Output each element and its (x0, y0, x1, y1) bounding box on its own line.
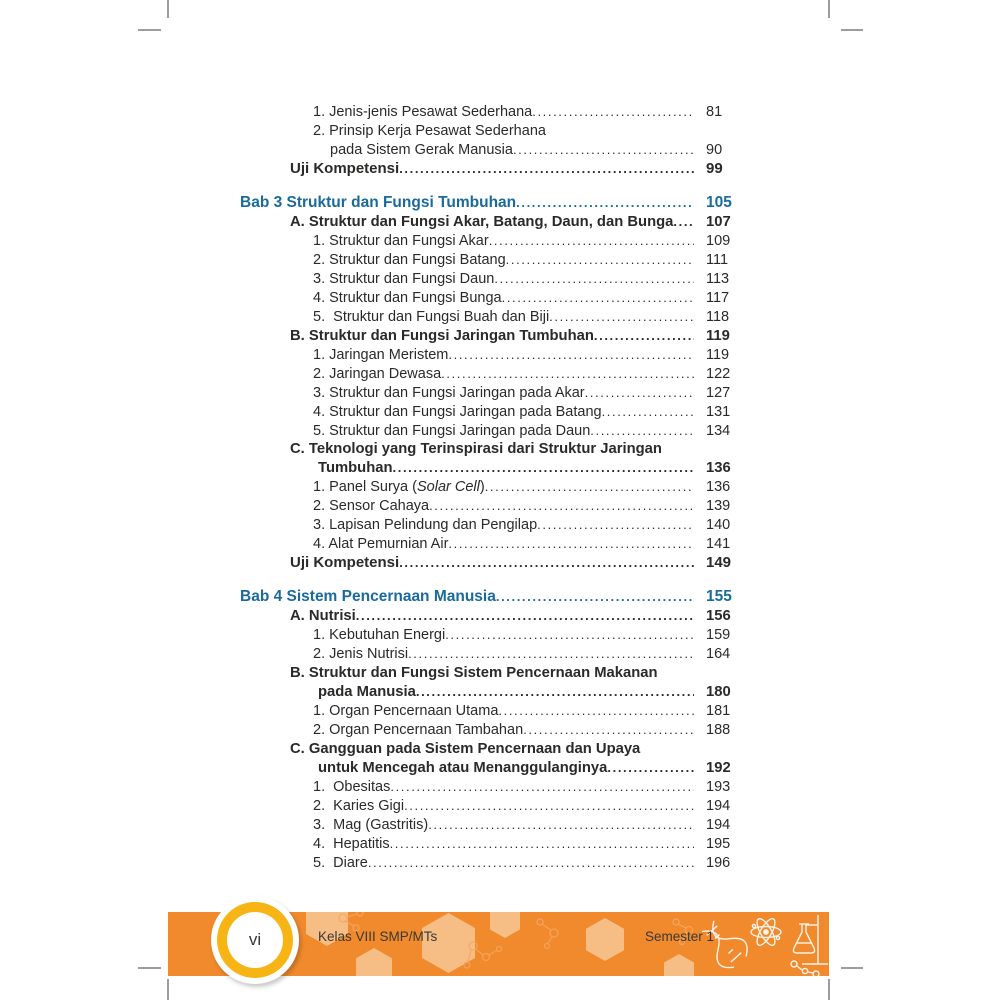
toc-page-number: 188 (706, 722, 731, 739)
toc-entry (240, 384, 740, 403)
toc-page-number: 155 (706, 588, 732, 606)
dot-leader (441, 365, 694, 384)
toc-page-number: 194 (706, 797, 731, 814)
toc-entry (240, 516, 740, 535)
atom-icon (751, 916, 781, 947)
toc-entry-label: 3. Lapisan Pelindung dan Pengilap (313, 517, 538, 534)
crop-mark-bottom-left-horizontal (138, 967, 161, 969)
toc-entry (240, 778, 740, 797)
toc-entry (240, 440, 740, 459)
toc-entry (240, 141, 740, 160)
toc-entry-label: 2. Jenis Nutrisi (313, 646, 409, 663)
dot-leader (390, 835, 694, 854)
dot-leader (594, 327, 694, 346)
toc-entry (240, 854, 740, 873)
dot-leader (448, 535, 694, 554)
dot-leader (485, 478, 694, 497)
toc-entry-label: Bab 3 Struktur dan Fungsi Tumbuhan (240, 193, 517, 211)
toc-entry (240, 346, 740, 365)
dot-leader (408, 645, 694, 664)
molecule-icon (791, 961, 819, 976)
dot-leader (494, 270, 694, 289)
toc-entry-label: 4. Struktur dan Fungsi Bunga (313, 289, 502, 306)
toc-entry (240, 797, 740, 816)
toc-entry (240, 626, 740, 645)
science-doodles (702, 912, 829, 976)
toc-page-number: 136 (706, 460, 731, 477)
toc-entry-label: B. Struktur dan Fungsi Sistem Pencernaan Makanan (290, 665, 658, 682)
toc-page-number: 122 (706, 365, 731, 382)
toc-page-number: 164 (706, 646, 731, 663)
toc-entry (240, 607, 740, 626)
toc-page-number: 99 (706, 159, 723, 177)
dot-leader (516, 194, 694, 213)
toc-entry-label: 1. Obesitas (313, 778, 391, 795)
toc-entry (240, 160, 740, 179)
toc-page-number: 196 (706, 854, 731, 871)
toc-entry (240, 327, 740, 346)
toc-entry-label: A. Struktur dan Fungsi Akar, Batang, Daun, dan Bunga (290, 213, 674, 230)
toc-page-number: 141 (706, 536, 731, 553)
toc-entry-label: Tumbuhan (318, 460, 393, 477)
dot-leader (448, 346, 694, 365)
toc-entry-label: 5. Struktur dan Fungsi Buah dan Biji (313, 308, 550, 325)
toc-page-number: 194 (706, 816, 731, 833)
toc-page-number: 193 (706, 778, 731, 795)
toc-entry-label: 2. Struktur dan Fungsi Batang (313, 251, 506, 268)
dot-leader (416, 683, 694, 702)
toc-entry (240, 422, 740, 441)
toc-entry (240, 365, 740, 384)
dot-leader (549, 308, 694, 327)
toc-entry (240, 289, 740, 308)
toc-entry-label: 4. Alat Pemurnian Air (313, 536, 449, 553)
dot-leader (585, 384, 694, 403)
flask-stand-icon (793, 915, 828, 964)
dot-leader (513, 141, 694, 160)
toc-entry (240, 683, 740, 702)
toc-entry-label: Uji Kompetensi (290, 554, 400, 572)
toc-entry-label: 1. Kebutuhan Energi (313, 627, 446, 644)
toc-page-number: 109 (706, 232, 731, 249)
dot-leader (537, 516, 694, 535)
dot-leader (445, 626, 694, 645)
dot-leader (356, 607, 694, 626)
footer-class-label: Kelas VIII SMP/MTs (318, 929, 438, 944)
page-number: vi (227, 912, 283, 968)
toc-entry (240, 459, 740, 478)
toc-entry-label: 1. Panel Surya (Solar Cell) (313, 479, 485, 496)
toc-page-number: 195 (706, 835, 731, 852)
toc-entry-label: untuk Mencegah atau Menanggulanginya (318, 759, 608, 776)
toc-page-number: 156 (706, 608, 731, 625)
dot-leader (523, 721, 694, 740)
toc-entry-label: C. Gangguan pada Sistem Pencernaan dan Upaya (290, 741, 641, 757)
toc-entry (240, 194, 740, 213)
dot-leader (404, 797, 694, 816)
toc-page-number: 119 (706, 327, 730, 344)
toc-entry (240, 588, 740, 607)
toc-entry (240, 122, 740, 141)
toc-entry-label: 2. Sensor Cahaya (313, 498, 430, 515)
toc-entry (240, 645, 740, 664)
toc-page-number: 140 (706, 517, 731, 534)
toc-entry (240, 478, 740, 497)
toc-entry (240, 554, 740, 573)
toc-entry-label: 4. Hepatitis (313, 835, 390, 852)
toc-page-number: 118 (706, 308, 730, 325)
badge-yellow-ring (217, 902, 293, 978)
toc-entry-label: 1. Jaringan Meristem (313, 346, 449, 363)
toc-entry (240, 270, 740, 289)
toc-page-number: 159 (706, 627, 731, 644)
toc-entry-label: pada Manusia (318, 684, 416, 701)
crop-mark-bottom-right-vertical (828, 979, 830, 1000)
toc-page-number: 107 (706, 213, 731, 230)
dot-leader (390, 778, 694, 797)
crop-mark-top-left-horizontal (138, 29, 161, 31)
dot-leader (489, 232, 694, 251)
toc-page-number: 111 (706, 251, 729, 268)
toc-page-number: 131 (706, 403, 731, 420)
toc-entry (240, 232, 740, 251)
toc-entry-label: 2. Jaringan Dewasa (313, 365, 442, 382)
toc-entry-label: 5. Struktur dan Fungsi Jaringan pada Daun (313, 422, 591, 439)
toc-entry-label: pada Sistem Gerak Manusia (330, 141, 513, 158)
toc-page-number: 90 (706, 141, 723, 158)
dot-leader (502, 289, 694, 308)
toc-entry (240, 535, 740, 554)
toc-page-number: 105 (706, 193, 732, 211)
toc-page-number: 127 (706, 384, 731, 401)
toc-entry (240, 497, 740, 516)
table-of-contents (240, 103, 740, 873)
toc-entry-label: 2. Prinsip Kerja Pesawat Sederhana (313, 122, 546, 139)
toc-entry-label: Bab 4 Sistem Pencernaan Manusia (240, 588, 496, 606)
dot-leader (673, 213, 694, 232)
toc-page-number: 117 (706, 289, 730, 306)
toc-page-number: 113 (706, 270, 730, 287)
toc-page-number: 136 (706, 479, 731, 496)
toc-page-number: 134 (706, 422, 731, 439)
toc-entry-label: B. Struktur dan Fungsi Jaringan Tumbuhan (290, 327, 594, 344)
toc-entry-label: 2. Organ Pencernaan Tambahan (313, 722, 524, 739)
dot-leader (368, 854, 694, 873)
dot-leader (506, 251, 694, 270)
toc-entry-label: 2. Karies Gigi (313, 797, 405, 814)
toc-page-number: 81 (706, 104, 723, 120)
toc-entry-label: 1. Jenis-jenis Pesawat Sederhana (313, 104, 533, 120)
dot-leader (607, 759, 694, 778)
dot-leader (428, 816, 694, 835)
toc-entry-label: 3. Struktur dan Fungsi Daun (313, 270, 495, 287)
crop-mark-top-right-vertical (828, 0, 830, 18)
toc-entry-label: A. Nutrisi (290, 608, 356, 625)
toc-entry-label: 1. Struktur dan Fungsi Akar (313, 232, 489, 249)
dna-icon (702, 915, 753, 973)
dot-leader (399, 160, 694, 179)
toc-entry (240, 835, 740, 854)
toc-entry (240, 702, 740, 721)
crop-mark-bottom-left-vertical (167, 979, 169, 1000)
footer-semester-label: Semester 1 (645, 929, 715, 944)
toc-page-number: 119 (706, 346, 730, 363)
toc-page-number: 180 (706, 684, 731, 701)
dot-leader (393, 459, 694, 478)
toc-entry (240, 664, 740, 683)
dot-leader (590, 422, 694, 441)
toc-entry-label: 1. Organ Pencernaan Utama (313, 703, 499, 720)
toc-entry (240, 816, 740, 835)
dot-leader (429, 497, 694, 516)
page-number-badge (211, 896, 299, 984)
crop-mark-bottom-right-horizontal (841, 967, 863, 969)
toc-entry (240, 103, 740, 122)
toc-entry (240, 759, 740, 778)
toc-page-number: 181 (706, 703, 731, 720)
toc-entry (240, 251, 740, 270)
dot-leader (498, 702, 694, 721)
dot-leader (399, 554, 694, 573)
toc-page-number: 139 (706, 498, 731, 515)
toc-entry (240, 213, 740, 232)
toc-entry-label: Uji Kompetensi (290, 159, 400, 177)
toc-entry-label: 4. Struktur dan Fungsi Jaringan pada Batang (313, 403, 602, 420)
dot-leader (532, 103, 694, 122)
toc-entry (240, 403, 740, 422)
toc-entry-label: 3. Mag (Gastritis) (313, 816, 429, 833)
toc-entry-label: C. Teknologi yang Terinspirasi dari Struktur Jaringan (290, 441, 662, 458)
dot-leader (602, 403, 694, 422)
toc-page-number: 192 (706, 759, 731, 776)
toc-entry (240, 308, 740, 327)
toc-entry-label: 3. Struktur dan Fungsi Jaringan pada Akar (313, 384, 585, 401)
crop-mark-top-right-horizontal (841, 29, 863, 31)
toc-entry (240, 740, 740, 759)
toc-entry-label: 5. Diare (313, 854, 368, 871)
toc-page-number: 149 (706, 554, 732, 572)
crop-mark-top-left-vertical (167, 0, 169, 18)
dot-leader (496, 588, 694, 607)
toc-entry (240, 721, 740, 740)
